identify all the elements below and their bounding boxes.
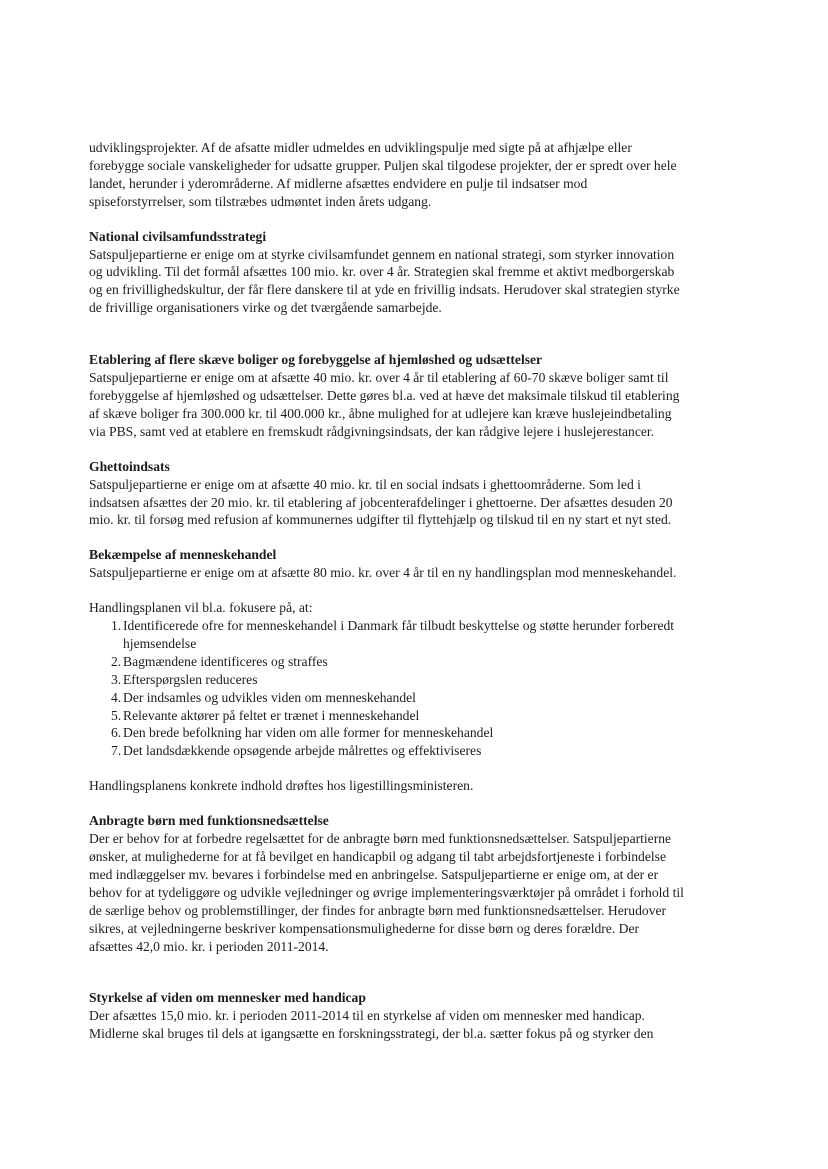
- section-heading-menneskehandel: Bekæmpelse af menneskehandel: [89, 547, 277, 563]
- list-item-text: Der indsamles og udvikles viden om menneskehandel: [123, 689, 416, 705]
- list-item-number: 4.: [111, 689, 122, 705]
- plan-intro: Handlingsplanen vil bl.a. fokusere på, at:: [89, 600, 313, 616]
- list-item: [89, 689, 749, 707]
- section-body-menneskehandel: Satspuljepartierne er enige om at afsætte 80 mio. kr. over 4 år til en ny handlingsplan mod menneskehandel.: [89, 565, 677, 581]
- section-heading-boliger: Etablering af flere skæve boliger og forebyggelse af hjemløshed og udsættelser: [89, 352, 543, 368]
- list-item: [89, 742, 749, 760]
- section-body-boliger: Satspuljepartierne er enige om at afsætte 40 mio. kr. over 4 år til etablering af 60-70 skæve boliger samt til forebyggelse af hjemløshed og udsættelser. Dette gøres bl.a. ved at hæve det maksimale tilskud til etablering af skæve boliger fra 300.000 kr. til 400.000 kr., åbne mulighed for at udlejere kan kræve huslejeindbetaling via PBS, samt ved at etablere en fremskudt rådgivningsindsats, der kan rådgive lejere i huslejerestancer.: [89, 370, 680, 439]
- section-heading-anbragte-boern: Anbragte børn med funktionsnedsættelse: [89, 813, 329, 829]
- section-body-anbragte-boern: Der er behov for at forbedre regelsættet for de anbragte børn med funktionsnedsættelser. Satspuljepartierne ønsker, at mulighederne for at få bevilget en handicapbil og adgang til tabt arbejdsfortjeneste i forbindelse med indlæggelser mv. bevares i forbindelse med en anbringelse. Satspuljepartierne er enige om, at der er behov for at tydeliggøre og udvikle vejledninger og øvrige implementeringsværktøjer på området i forhold til de særlige behov og problemstillinger, der findes for anbragte børn med funktionsnedsættelser. Herudover sikres, at vejledningerne beskriver kompensationsmulighederne for disse børn og deres forældre. Der afsættes 42,0 mio. kr. i perioden 2011-2014.: [89, 831, 684, 954]
- list-item-number: 2.: [111, 653, 122, 669]
- list-item-text: Bagmændene identificeres og straffes: [123, 653, 328, 669]
- list-item: [89, 617, 749, 653]
- list-item-number: 7.: [111, 743, 122, 759]
- list-item-number: 5.: [111, 707, 122, 723]
- list-item-text: Identificerede ofre for menneskehandel i Danmark får tilbudt beskyttelse og støtte herunder forberedt hjemsendelse: [123, 618, 675, 651]
- section-heading-handicap-viden: Styrkelse af viden om mennesker med handicap: [89, 990, 366, 1006]
- list-item-number: 6.: [111, 725, 122, 741]
- section-body-ghetto: Satspuljepartierne er enige om at afsætte 40 mio. kr. til en social indsats i ghettoområderne. Som led i indsatsen afsættes der 20 mio. kr. til etablering af jobcenterafdelinger i ghettoerne. Der afsættes desuden 20 mio. kr. til forsøg med refusion af kommunernes udgifter til flyttehjælp og tilskud til en ny start et nyt sted.: [89, 476, 673, 528]
- list-item: [89, 671, 749, 689]
- list-item: [89, 653, 749, 671]
- list-item-text: Relevante aktører på feltet er trænet i menneskehandel: [123, 707, 420, 723]
- section-body-handicap-viden: Der afsættes 15,0 mio. kr. i perioden 2011-2014 til en styrkelse af viden om mennesker med handicap. Midlerne skal bruges til dels at igangsætte en forskningsstrategi, der bl.a. sætter fokus på og styrker den: [89, 1008, 654, 1042]
- list-item-text: Den brede befolkning har viden om alle former for menneskehandel: [123, 725, 494, 741]
- list-item-number: 3.: [111, 671, 122, 687]
- intro-paragraph: udviklingsprojekter. Af de afsatte midler udmeldes en udviklingspulje med sigte på at afhjælpe eller forebygge sociale vanskeligheder for udsatte grupper. Puljen skal tilgodese projekter, der er spredt over hele landet, herunder i yderområderne. Af midlerne afsættes endvidere en pulje til indsatser mod spiseforstyrrelser, som tilstræbes udmøntet inden årets udgang.: [89, 140, 677, 209]
- section-body-civilsamfund: Satspuljepartierne er enige om at styrke civilsamfundet gennem en national strategi, som styrker innovation og udvikling. Til det formål afsættes 100 mio. kr. over 4 år. Strategien skal fremme et aktivt medborgerskab og en frivillighedskultur, der får flere danskere til at yde en frivillig indsats. Herudover skal strategien styrke de frivillige organisationers virke og det tværgående samarbejde.: [89, 246, 680, 316]
- plan-list: [89, 617, 749, 760]
- document-page: [89, 139, 749, 1043]
- list-item: [89, 707, 749, 725]
- list-item-number: 1.: [111, 618, 122, 634]
- list-item: [89, 724, 749, 742]
- plan-closing: Handlingsplanens konkrete indhold drøftes hos ligestillingsministeren.: [89, 778, 474, 794]
- section-heading-civilsamfund: National civilsamfundsstrategi: [89, 228, 267, 244]
- list-item-text: Det landsdækkende opsøgende arbejde målrettes og effektiviseres: [123, 743, 482, 759]
- list-item-text: Efterspørgslen reduceres: [123, 671, 258, 687]
- section-heading-ghetto: Ghettoindsats: [89, 458, 170, 474]
